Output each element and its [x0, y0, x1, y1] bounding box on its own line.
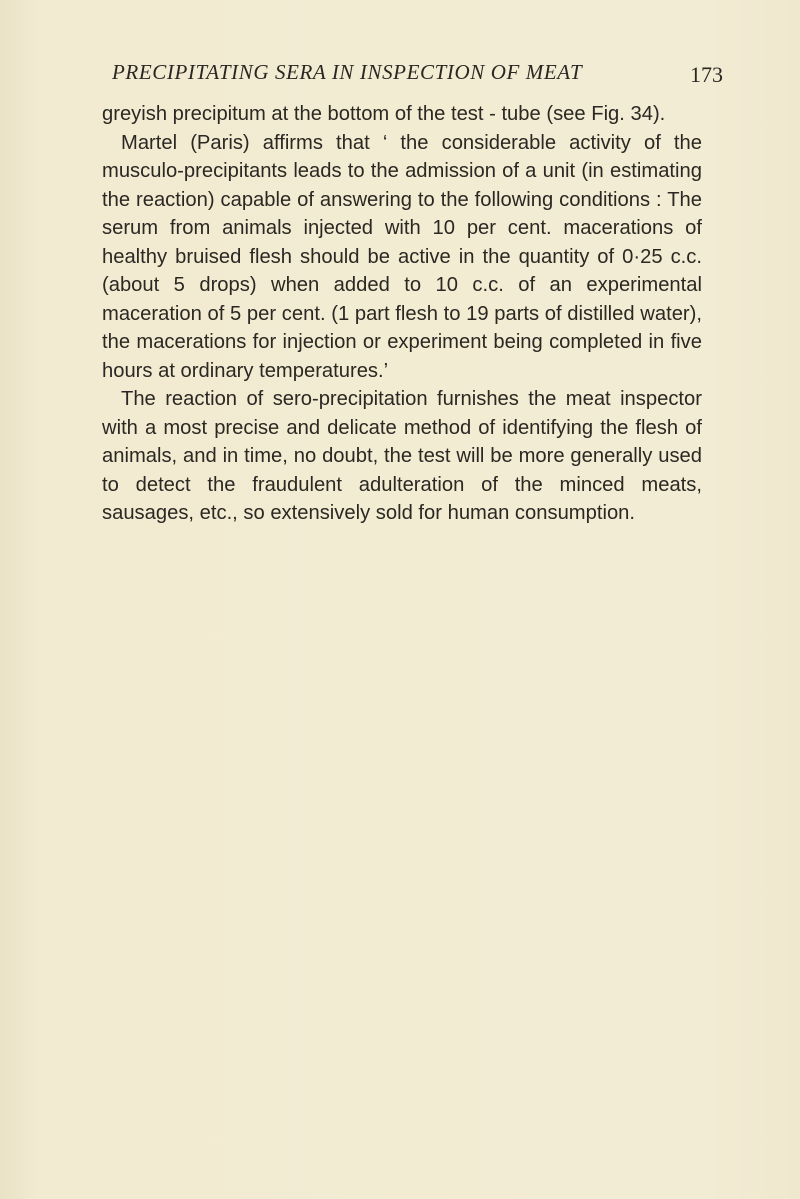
- paragraph-continuation: greyish precipitum at the bottom of the test - tube (see Fig. 34).: [102, 103, 666, 125]
- page-number: 173: [690, 62, 723, 87]
- running-head: PRECIPITATING SERA IN INSPECTION OF MEAT: [112, 60, 583, 84]
- body-text: [102, 100, 702, 528]
- paragraph-sero-precipitation: The reaction of sero-precipitation furnishes the meat inspector with a most precise and delicate method of identifying the flesh of animals, and in time, no doubt, the test will be more generally used to detect the fraudulent adulteration of the minced meats, sausages, etc., so extensively sold for human consumption.: [102, 388, 702, 524]
- paragraph-martel-quote: Martel (Paris) affirms that ‘ the considerable activity of the musculo-precipitants leads to the admission of a unit (in estimating the reaction) capable of answering to the following conditions : The serum from animals injected with 10 per cent. macerations of healthy bruised flesh should be active in the quantity of 0·25 c.c. (about 5 drops) when added to 10 c.c. of an experimental maceration of 5 per cent. (1 part flesh to 19 parts of distilled water), the macerations for injection or experiment being completed in five hours at ordinary temperatures.’: [102, 131, 702, 382]
